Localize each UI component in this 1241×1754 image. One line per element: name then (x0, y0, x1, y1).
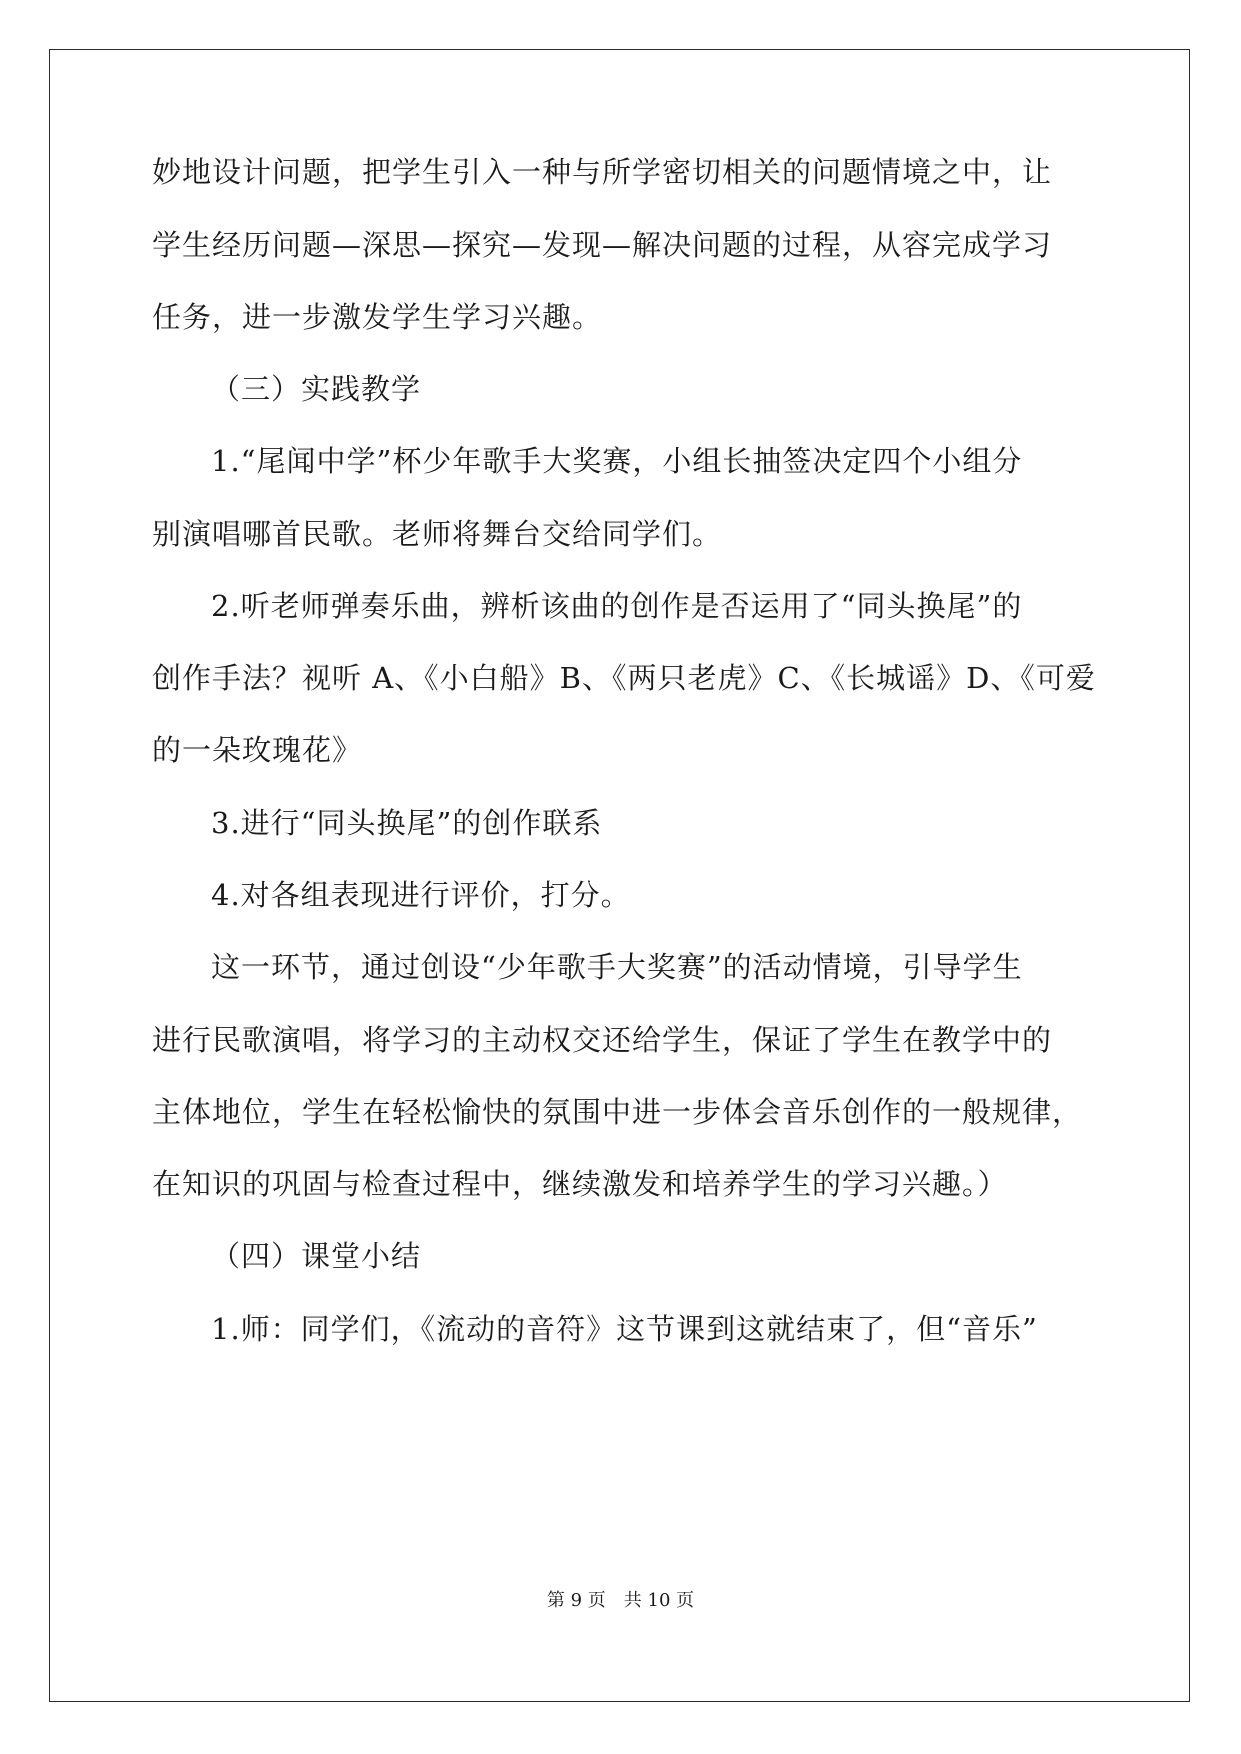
text-line: 任务，进一步激发学生学习兴趣。 (152, 300, 603, 334)
text-line: 4.对各组表现进行评价，打分。 (211, 878, 631, 912)
text-line: 2.听老师弹奏乐曲，辨析该曲的创作是否运用了“同头换尾”的 (211, 589, 1023, 623)
text-line: 这一环节，通过创设“少年歌手大奖赛”的活动情境，引导学生 (211, 950, 1023, 984)
page-number-footer: 第 9 页 共 10 页 (546, 1590, 695, 1611)
text-line: 创作手法？视听 A、《小白船》B、《两只老虎》C、《长城谣》D、《可爱 (152, 661, 1096, 695)
text-line: 1.“尾闻中学”杯少年歌手大奖赛，小组长抽签决定四个小组分 (211, 444, 1023, 478)
text-line: 主体地位，学生在轻松愉快的氛围中进一步体会音乐创作的一般规律， (152, 1095, 1083, 1129)
text-line: 1.师：同学们，《流动的音符》这节课到这就结束了，但“音乐” (211, 1312, 1038, 1346)
section-heading: （四）课堂小结 (211, 1239, 422, 1273)
text-line: 的一朵玫瑰花》 (152, 733, 363, 767)
section-heading: （三）实践教学 (211, 372, 422, 406)
text-line: 妙地设计问题，把学生引入一种与所学密切相关的问题情境之中，让 (152, 155, 1053, 189)
text-line: 进行民歌演唱，将学习的主动权交还给学生，保证了学生在教学中的 (152, 1023, 1053, 1057)
text-line: 在知识的巩固与检查过程中，继续激发和培养学生的学习兴趣。） (152, 1167, 1008, 1201)
text-line: 学生经历问题—深思—探究—发现—解决问题的过程，从容完成学习 (152, 228, 1053, 262)
text-line: 别演唱哪首民歌。老师将舞台交给同学们。 (152, 517, 723, 551)
text-line: 3.进行“同头换尾”的创作联系 (211, 806, 603, 840)
